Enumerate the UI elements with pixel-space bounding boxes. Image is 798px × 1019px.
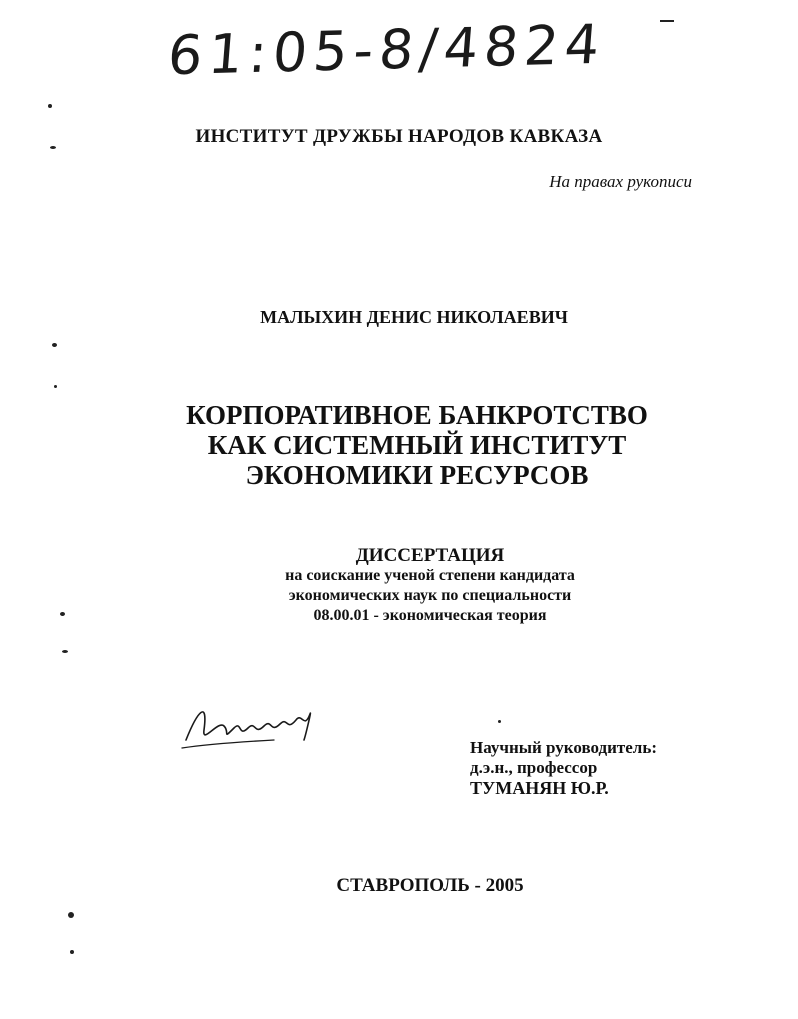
handwritten-catalog-number: 61:05-8/4824	[165, 12, 608, 88]
scan-speck	[68, 912, 74, 918]
title-line: ЭКОНОМИКИ РЕСУРСОВ	[245, 460, 589, 490]
scan-speck	[52, 343, 57, 347]
supervisor-name: ТУМАНЯН Ю.Р.	[470, 778, 609, 798]
scan-speck	[60, 612, 65, 616]
scan-speck	[62, 650, 68, 653]
description-line: на соискание ученой степени кандидата	[285, 567, 575, 584]
author-name: МАЛЫХИН ДЕНИС НИКОЛАЕВИЧ	[260, 307, 568, 327]
dissertation-title	[0, 400, 798, 490]
scan-speck	[70, 950, 74, 954]
supervisor-block	[470, 738, 657, 798]
title-line: КАК СИСТЕМНЫЙ ИНСТИТУТ	[207, 430, 627, 460]
description-line: 08.00.01 - экономическая теория	[313, 607, 547, 624]
supervisor-label: Научный руководитель:	[470, 738, 657, 757]
title-line: КОРПОРАТИВНОЕ БАНКРОТСТВО	[186, 400, 648, 430]
manuscript-rights-note: На правах рукописи	[549, 172, 692, 191]
scan-speck	[660, 20, 674, 22]
handwritten-signature	[178, 690, 328, 760]
dissertation-heading: ДИССЕРТАЦИЯ	[355, 545, 505, 566]
scan-speck	[498, 720, 501, 723]
institute-name: ИНСТИТУТ ДРУЖБЫ НАРОДОВ КАВКАЗА	[195, 126, 603, 147]
city-year: СТАВРОПОЛЬ - 2005	[336, 875, 524, 896]
dissertation-description	[0, 546, 798, 626]
scan-speck	[54, 385, 57, 388]
scan-speck	[48, 104, 52, 108]
supervisor-degree: д.э.н., профессор	[470, 758, 598, 777]
scan-speck	[50, 146, 56, 149]
description-line: экономических наук по специальности	[288, 587, 572, 604]
